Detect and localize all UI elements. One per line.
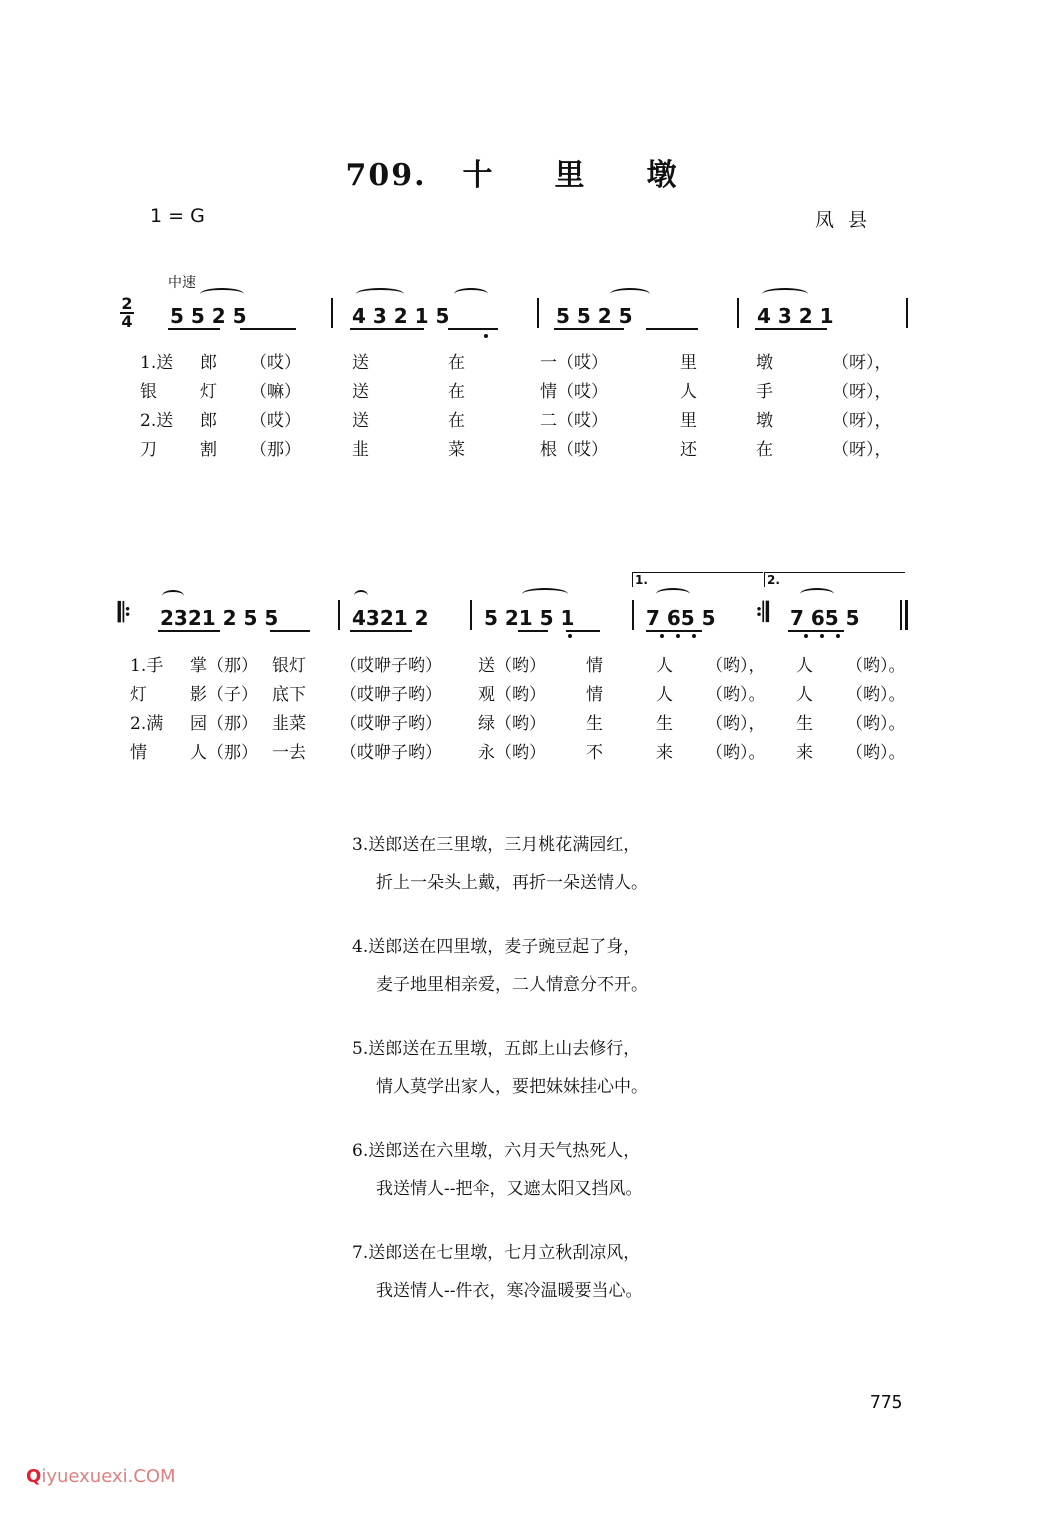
lyric-word: 郎 bbox=[200, 411, 217, 431]
lyric-word: 2.满 bbox=[130, 714, 164, 734]
lyric-word: 1.送 bbox=[140, 353, 174, 373]
slur bbox=[522, 588, 568, 600]
lyric-word: （哎咿子哟） bbox=[340, 743, 442, 763]
lyric-word: 来 bbox=[796, 743, 813, 763]
measure: 4 3 2 1 5 bbox=[352, 304, 450, 328]
watermark bbox=[26, 1466, 176, 1487]
underline bbox=[518, 630, 548, 632]
underline bbox=[158, 630, 220, 632]
title-char: 里 bbox=[554, 158, 587, 193]
lyric-word: （呀）， bbox=[832, 440, 892, 460]
lyric-word: 根（哎） bbox=[540, 440, 608, 460]
lyric-word: 一去 bbox=[272, 743, 306, 763]
lyric-word: 情（哎） bbox=[540, 382, 608, 402]
barline bbox=[906, 298, 908, 328]
slur bbox=[200, 288, 244, 300]
lyric-word: 不 bbox=[586, 743, 603, 763]
lyric-word: 一（哎） bbox=[540, 353, 608, 373]
lyric-word: （呀）， bbox=[832, 411, 892, 431]
slur bbox=[354, 590, 368, 602]
title-char: 十 bbox=[462, 158, 495, 193]
time-sig-bottom: 4 bbox=[121, 312, 133, 331]
lyric-word: 永（哟） bbox=[478, 743, 546, 763]
measure: 7 65 5 bbox=[790, 606, 860, 630]
underline bbox=[350, 328, 424, 330]
lyric-word: 手 bbox=[756, 382, 773, 402]
measure: 5 21 5 1 bbox=[484, 606, 575, 630]
slur bbox=[454, 288, 488, 300]
low-octave-dot bbox=[692, 634, 696, 638]
lyric-word: 送 bbox=[352, 382, 369, 402]
lyric-word: 人（那） bbox=[190, 743, 258, 763]
lyric-word: （哎咿子哟） bbox=[340, 714, 442, 734]
lyric-word: 观（哟） bbox=[478, 685, 546, 705]
lyric-word: 韭 bbox=[352, 440, 369, 460]
lyric-word: 还 bbox=[680, 440, 697, 460]
lyric-word: 在 bbox=[448, 353, 465, 373]
slur bbox=[610, 288, 650, 300]
lyric-word: （哎咿子哟） bbox=[340, 685, 442, 705]
verse-line: 4.送郎送在四里墩，麦子豌豆起了身， bbox=[352, 937, 641, 957]
measure: 7 65 5 bbox=[646, 606, 716, 630]
verse-line: 3.送郎送在三里墩，三月桃花满园红， bbox=[352, 835, 641, 855]
lyric-word: 灯 bbox=[130, 685, 147, 705]
barline bbox=[632, 600, 634, 630]
lyric-word: （那） bbox=[250, 440, 301, 460]
barline bbox=[331, 298, 333, 328]
lyric-word: 人 bbox=[796, 685, 813, 705]
lyric-word: 1.手 bbox=[130, 656, 164, 676]
lyric-word: 人 bbox=[656, 656, 673, 676]
verse-line: 6.送郎送在六里墩，六月天气热死人， bbox=[352, 1141, 641, 1161]
slur bbox=[656, 588, 690, 600]
lyric-word: （哟）。 bbox=[846, 714, 906, 734]
measure: 4321 2 bbox=[352, 606, 429, 630]
low-octave-dot bbox=[836, 634, 840, 638]
lyric-word: 影（子） bbox=[190, 685, 258, 705]
lyric-word: 情 bbox=[586, 656, 603, 676]
lyric-word: 人 bbox=[656, 685, 673, 705]
final-barline bbox=[905, 600, 908, 630]
title-char: 墩 bbox=[646, 158, 679, 193]
lyric-word: 掌（那） bbox=[190, 656, 258, 676]
song-number: 709. bbox=[345, 158, 427, 193]
lyric-word: 在 bbox=[448, 382, 465, 402]
lyric-word: 情 bbox=[586, 685, 603, 705]
lyric-word: （呀）， bbox=[832, 353, 892, 373]
barline bbox=[737, 298, 739, 328]
lyric-word: 菜 bbox=[448, 440, 465, 460]
lyric-word: 人 bbox=[796, 656, 813, 676]
verse-line: 折上一朵头上戴，再折一朵送情人。 bbox=[376, 873, 648, 893]
verse-line: 情人莫学出家人，要把妹妹挂心中。 bbox=[376, 1077, 648, 1097]
lyric-word: （哟）。 bbox=[706, 743, 766, 763]
watermark-text: iyuexuexi.COM bbox=[41, 1466, 176, 1487]
page-number: 775 bbox=[870, 1392, 903, 1413]
volta-2: 2. bbox=[764, 572, 905, 587]
lyric-word: 灯 bbox=[200, 382, 217, 402]
low-octave-dot bbox=[568, 634, 572, 638]
verse-line: 麦子地里相亲爱，二人情意分不开。 bbox=[376, 975, 648, 995]
slur bbox=[762, 288, 808, 300]
underline bbox=[755, 328, 827, 330]
measure: 2321 2 5 5 bbox=[160, 606, 279, 630]
lyric-word: 郎 bbox=[200, 353, 217, 373]
lyric-word: 人 bbox=[680, 382, 697, 402]
measure: 5 5 2 5 bbox=[556, 304, 633, 328]
lyric-word: 韭菜 bbox=[272, 714, 306, 734]
lyric-word: （呀）， bbox=[832, 382, 892, 402]
low-octave-dot bbox=[660, 634, 664, 638]
lyric-word: 送 bbox=[352, 353, 369, 373]
lyric-word: 园（那） bbox=[190, 714, 258, 734]
lyric-word: 墩 bbox=[756, 411, 773, 431]
verse-line: 我送情人--件衣，寒冷温暖要当心。 bbox=[376, 1281, 643, 1301]
measure: 4 3 2 1 bbox=[757, 304, 834, 328]
lyric-word: 送 bbox=[352, 411, 369, 431]
lyric-word: 来 bbox=[656, 743, 673, 763]
lyric-word: 送（哟） bbox=[478, 656, 546, 676]
measure: 5 5 2 5 bbox=[170, 304, 247, 328]
slur bbox=[800, 588, 834, 600]
underline bbox=[646, 328, 698, 330]
low-octave-dot bbox=[484, 334, 488, 338]
lyric-word: 银灯 bbox=[272, 656, 306, 676]
repeat-end: 𝄇 bbox=[756, 598, 769, 628]
verse-line: 我送情人--把伞，又遮太阳又挡风。 bbox=[376, 1179, 643, 1199]
lyric-word: 里 bbox=[680, 411, 697, 431]
lyric-word: （哟）。 bbox=[706, 685, 766, 705]
underline bbox=[646, 630, 702, 632]
lyric-word: 里 bbox=[680, 353, 697, 373]
underline bbox=[566, 630, 600, 632]
lyric-word: 绿（哟） bbox=[478, 714, 546, 734]
lyric-word: 情 bbox=[130, 743, 147, 763]
lyric-word: 生 bbox=[656, 714, 673, 734]
lyric-word: （哟）， bbox=[706, 656, 766, 676]
lyric-word: 生 bbox=[796, 714, 813, 734]
barline bbox=[338, 600, 340, 630]
underline bbox=[350, 630, 412, 632]
time-sig-top: 2 bbox=[121, 294, 133, 313]
slur bbox=[356, 288, 404, 300]
lyric-word: 生 bbox=[586, 714, 603, 734]
lyric-word: （嘛） bbox=[250, 382, 301, 402]
underline bbox=[270, 630, 310, 632]
barline bbox=[470, 600, 472, 630]
low-octave-dot bbox=[820, 634, 824, 638]
lyric-word: 二（哎） bbox=[540, 411, 608, 431]
underline bbox=[554, 328, 624, 330]
repeat-start: 𝄆 bbox=[118, 598, 131, 628]
lyric-word: （哟）。 bbox=[846, 743, 906, 763]
verse-line: 5.送郎送在五里墩，五郎上山去修行， bbox=[352, 1039, 641, 1059]
lyric-word: 底下 bbox=[272, 685, 306, 705]
underline bbox=[168, 328, 220, 330]
lyric-word: 在 bbox=[756, 440, 773, 460]
low-octave-dot bbox=[804, 634, 808, 638]
time-signature bbox=[120, 296, 134, 330]
lyric-word: （哎） bbox=[250, 411, 301, 431]
barline bbox=[900, 600, 902, 630]
lyric-word: （哎咿子哟） bbox=[340, 656, 442, 676]
verse-line: 7.送郎送在七里墩，七月立秋刮凉风， bbox=[352, 1243, 641, 1263]
lyric-word: 银 bbox=[140, 382, 157, 402]
lyric-word: （哟）。 bbox=[846, 656, 906, 676]
tempo-marking: 中速 bbox=[168, 275, 196, 291]
lyric-word: （哟）， bbox=[706, 714, 766, 734]
lyric-word: （哟）。 bbox=[846, 685, 906, 705]
underline bbox=[240, 328, 296, 330]
slur bbox=[162, 590, 184, 602]
low-octave-dot bbox=[676, 634, 680, 638]
lyric-word: 刀 bbox=[140, 440, 157, 460]
lyric-word: （哎） bbox=[250, 353, 301, 373]
underline bbox=[788, 630, 844, 632]
watermark-q: Q bbox=[26, 1466, 42, 1487]
key-signature: 1 = G bbox=[150, 205, 205, 227]
lyric-word: 墩 bbox=[756, 353, 773, 373]
volta-1: 1. bbox=[632, 572, 763, 587]
page-title bbox=[0, 150, 1054, 194]
lyric-word: 割 bbox=[200, 440, 217, 460]
lyric-word: 2.送 bbox=[140, 411, 174, 431]
region-label: 凤县 bbox=[815, 209, 882, 231]
underline bbox=[448, 328, 498, 330]
lyric-word: 在 bbox=[448, 411, 465, 431]
barline bbox=[537, 298, 539, 328]
